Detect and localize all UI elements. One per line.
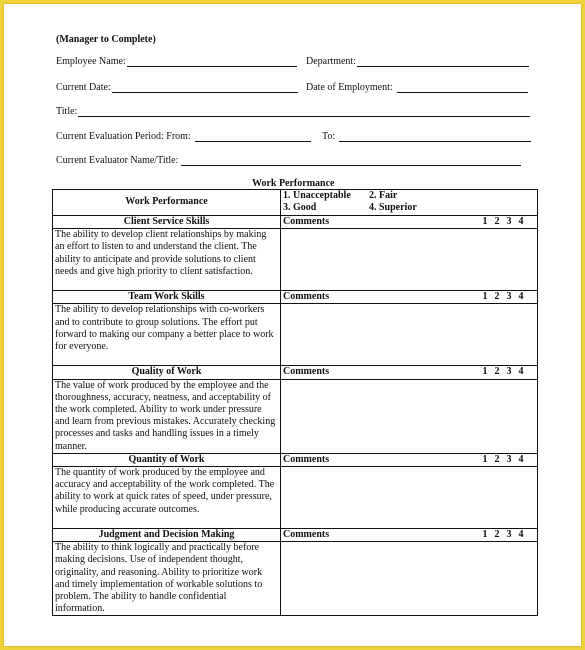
employee-name-label: Employee Name: (56, 56, 126, 67)
section-title: Judgment and Decision Making (53, 529, 281, 542)
department-input[interactable] (357, 55, 529, 67)
section-description: The ability to think logically and practically before making decisions. Use of independent thought, originality, and reasoning. Ability to prioritize work and timely implementation of workable solutions to problem. The ability to handle confidential information. (53, 542, 281, 616)
evaluator-field (56, 154, 521, 166)
date-of-employment-label: Date of Employment: (306, 82, 393, 93)
rating-scale (281, 190, 538, 216)
scale-3: 3. Good (283, 202, 317, 213)
comments-box[interactable] (281, 379, 538, 453)
section-description-row (53, 467, 538, 529)
manager-note: (Manager to Complete) (56, 34, 156, 45)
rating-numbers[interactable]: 1 2 3 4 (482, 529, 524, 541)
date-of-employment-field (306, 81, 528, 93)
title-label: Title: (56, 106, 78, 117)
comments-label: Comments (283, 529, 330, 541)
section-title: Quantity of Work (53, 453, 281, 466)
current-date-label: Current Date: (56, 82, 111, 93)
evaluator-input[interactable] (181, 154, 521, 166)
title-field (56, 105, 530, 117)
evaluation-period-to-input[interactable] (339, 130, 531, 142)
comments-label: Comments (283, 453, 330, 465)
comments-box[interactable] (281, 229, 538, 291)
scale-4: 4. Superior (369, 202, 417, 213)
work-performance-header: Work Performance (53, 190, 281, 216)
employee-name-field (56, 55, 297, 67)
department-field (306, 55, 529, 67)
current-date-input[interactable] (112, 81, 298, 93)
comments-label: Comments (283, 216, 330, 227)
section-title-row (53, 453, 538, 466)
evaluation-period-from-input[interactable] (195, 130, 311, 142)
scale-1: 1. Unacceptable (283, 190, 351, 201)
evaluation-period-to-label: To: (322, 131, 336, 142)
section-title-row (53, 366, 538, 379)
evaluation-period-from-field (56, 130, 311, 142)
section-description: The value of work produced by the employee and the thoroughness, accuracy, neatness, and acceptability of the work completed. Ability to work under pressure and learn from previous mistakes. Accurately checking processes and tasks and handling issues in a timely manner. (53, 379, 281, 453)
comments-box[interactable] (281, 304, 538, 366)
work-performance-table (52, 189, 538, 616)
rating-numbers[interactable]: 1 2 3 4 (482, 366, 524, 378)
rating-numbers[interactable]: 1 2 3 4 (482, 291, 524, 303)
section-title-row (53, 529, 538, 542)
scale-2: 2. Fair (369, 190, 398, 201)
evaluation-form-page (4, 4, 581, 646)
section-description-row (53, 304, 538, 366)
section-description: The ability to develop client relationships by making an effort to listen to and understand the client. The ability to anticipate and provide solutions to client needs and give high priority to client satisfaction. (53, 229, 281, 291)
evaluation-period-from-label: Current Evaluation Period: From: (56, 131, 191, 142)
section-description-row (53, 229, 538, 291)
evaluator-label: Current Evaluator Name/Title: (56, 155, 179, 166)
section-description: The quantity of work produced by the employee and accuracy and acceptability of the work completed. The ability to work at quick rates of speed, under pressure, while producing accurate outcomes. (53, 467, 281, 529)
table-title: Work Performance (252, 178, 335, 189)
section-description-row (53, 379, 538, 453)
section-title: Team Work Skills (53, 291, 281, 304)
section-description: The ability to develop relationships with co-workers and to contribute to group solutions. The effort put forward to making our company a better place to work for everyone. (53, 304, 281, 366)
comments-label: Comments (283, 366, 330, 378)
section-title: Quality of Work (53, 366, 281, 379)
title-input[interactable] (78, 105, 530, 117)
section-title: Client Service Skills (53, 216, 281, 229)
section-description-row (53, 542, 538, 616)
evaluation-period-to-field (322, 130, 531, 142)
section-title-row (53, 291, 538, 304)
department-label: Department: (306, 56, 356, 67)
comments-label: Comments (283, 291, 330, 303)
rating-numbers[interactable]: 1 2 3 4 (482, 216, 524, 227)
comments-box[interactable] (281, 467, 538, 529)
table-header-row (53, 190, 538, 216)
rating-numbers[interactable]: 1 2 3 4 (482, 453, 524, 465)
current-date-field (56, 81, 298, 93)
date-of-employment-input[interactable] (397, 81, 528, 93)
employee-name-input[interactable] (127, 55, 297, 67)
section-title-row (53, 216, 538, 229)
comments-box[interactable] (281, 542, 538, 616)
